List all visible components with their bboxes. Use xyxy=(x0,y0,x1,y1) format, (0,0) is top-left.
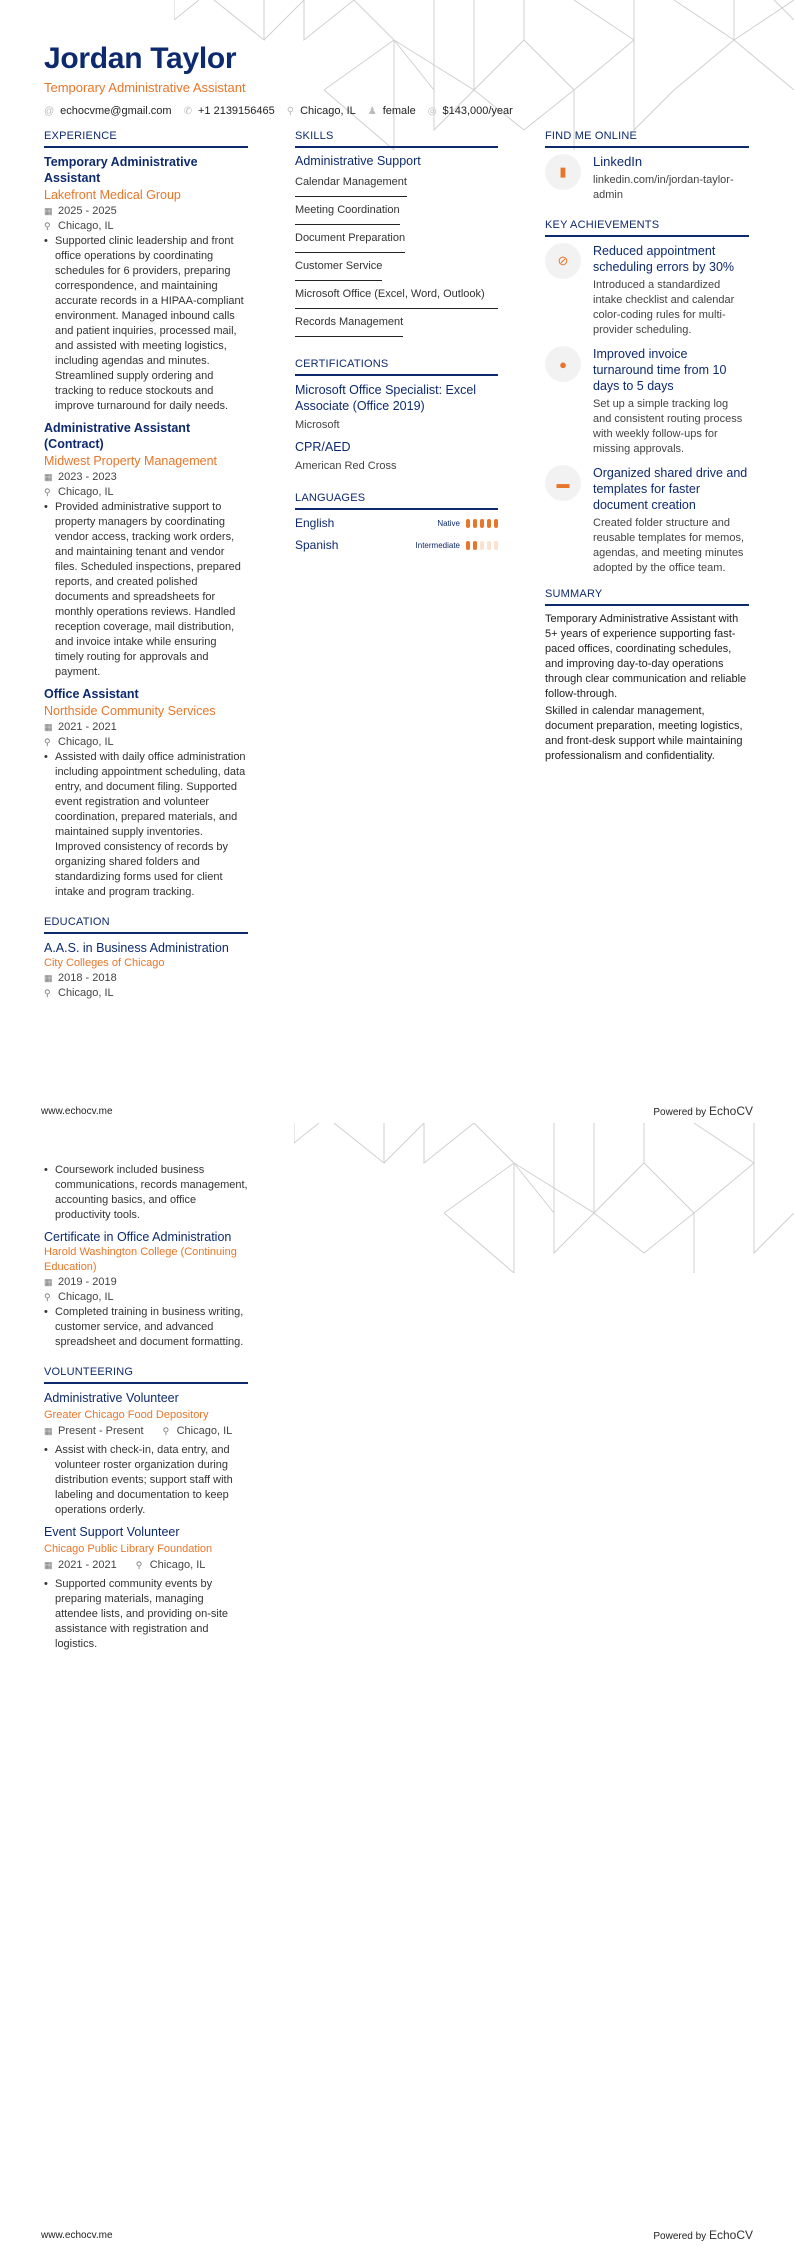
link-label: LinkedIn xyxy=(593,154,643,169)
experience-entry xyxy=(44,686,248,900)
location-icon: ⚲ xyxy=(44,487,51,497)
calendar-icon: ▦ xyxy=(44,472,53,482)
chat-icon: ● xyxy=(545,346,581,382)
location-icon: ⚲ xyxy=(286,105,295,117)
dates-text: 2021 - 2021 xyxy=(58,721,117,733)
dates-text: 2021 - 2021 xyxy=(58,1559,117,1571)
achievement-desc: Set up a simple tracking log and consistent routing process with weekly follow-ups for missing approvals. xyxy=(593,398,743,455)
location-icon: ⚲ xyxy=(44,737,51,747)
skill-item: Customer Service xyxy=(295,256,382,281)
edu-location xyxy=(44,986,248,1001)
geometric-pattern xyxy=(294,1123,794,1273)
achievement-title: Reduced appointment scheduling errors by 30% xyxy=(593,244,735,274)
language-level: Intermediate xyxy=(415,540,460,550)
location-icon: ⚲ xyxy=(135,1560,143,1570)
location-text: Chicago, IL xyxy=(149,1559,206,1571)
education-entry xyxy=(44,940,248,1001)
achievement-item xyxy=(545,465,749,576)
page2-left-column xyxy=(44,1163,248,1658)
cert-name: Microsoft Office Specialist: Excel Associate (Office 2019) xyxy=(295,383,477,413)
achievement-item xyxy=(545,243,749,338)
location-icon: ⚲ xyxy=(162,1426,170,1436)
volunteer-org: Chicago Public Library Foundation xyxy=(44,1543,213,1555)
location-icon: ⚲ xyxy=(44,988,51,998)
achievement-desc: Introduced a standardized intake checklist and calendar color-coding rules for multi-provider scheduling. xyxy=(593,279,735,336)
location-text: Chicago, IL xyxy=(58,736,114,748)
language-row xyxy=(295,538,498,552)
certifications-title: CERTIFICATIONS xyxy=(295,358,498,376)
degree-name: A.A.S. in Business Administration xyxy=(44,941,229,955)
language-name: Spanish xyxy=(295,538,339,552)
contact-email[interactable] xyxy=(44,105,172,117)
volunteer-role: Event Support Volunteer xyxy=(44,1525,180,1539)
volunteer-org: Greater Chicago Food Depository xyxy=(44,1409,209,1421)
calendar-icon: ▦ xyxy=(44,206,53,216)
experience-entry xyxy=(44,420,248,680)
location-icon: ⚲ xyxy=(44,221,51,231)
volunteer-entry xyxy=(44,1524,248,1652)
job-location xyxy=(44,485,248,500)
powered-by-label: Powered by xyxy=(653,2231,707,2242)
page-footer xyxy=(41,2228,753,2242)
experience-entry xyxy=(44,154,248,414)
money-icon: ◎ xyxy=(427,105,437,117)
at-icon: @ xyxy=(44,105,55,117)
school-name: City Colleges of Chicago xyxy=(44,957,165,969)
volunteer-description: • Assist with check-in, data entry, and volunteer roster organization during distribution events; support staff with labeling and documentation to keep operations orderly. xyxy=(44,1443,248,1518)
skill-item: Records Management xyxy=(295,312,403,337)
salary-text: $143,000/year xyxy=(442,105,513,117)
achievement-title: Organized shared drive and templates for faster document creation xyxy=(593,466,748,512)
footer-website[interactable]: www.echocv.me xyxy=(41,1105,113,1117)
footer-website[interactable]: www.echocv.me xyxy=(41,2229,113,2241)
achievement-item xyxy=(545,346,749,457)
contact-list xyxy=(44,105,513,117)
cert-issuer: Microsoft xyxy=(295,419,340,431)
candidate-title: Temporary Administrative Assistant xyxy=(44,80,246,95)
language-rating xyxy=(466,519,498,528)
job-location xyxy=(44,219,248,234)
job-dates xyxy=(44,470,248,485)
cert-issuer: American Red Cross xyxy=(295,460,397,472)
experience-title: EXPERIENCE xyxy=(44,130,248,148)
edu-dates xyxy=(44,1275,248,1290)
job-role: Administrative Assistant (Contract) xyxy=(44,421,191,451)
powered-by-label: Powered by xyxy=(653,1107,707,1118)
skill-item: Microsoft Office (Excel, Word, Outlook) xyxy=(295,284,498,309)
skill-item: Meeting Coordination xyxy=(295,200,400,225)
linkedin-icon: ▮ xyxy=(545,154,581,190)
location-text: Chicago, IL xyxy=(58,220,114,232)
dates-text: 2025 - 2025 xyxy=(58,205,117,217)
summary-title: SUMMARY xyxy=(545,588,749,606)
dates-text: Present - Present xyxy=(58,1425,144,1437)
volunteer-meta xyxy=(44,1558,248,1573)
volunteer-entry xyxy=(44,1390,248,1518)
edu-location xyxy=(44,1290,248,1305)
achievement-title: Improved invoice turnaround time from 10 days to 5 days xyxy=(593,347,727,393)
skill-item: Document Preparation xyxy=(295,228,405,253)
gender-text: female xyxy=(382,105,416,117)
dates-text: 2018 - 2018 xyxy=(58,972,117,984)
location-text: Chicago, IL xyxy=(176,1425,233,1437)
contact-location xyxy=(287,105,356,117)
edu-description: • Coursework included business communications, records management, accounting basics, and office productivity tools. xyxy=(44,1163,248,1223)
education-entry xyxy=(44,1229,248,1350)
contact-phone[interactable] xyxy=(184,105,275,117)
summary-paragraph: Skilled in calendar management, document preparation, meeting logistics, and front-desk support while maintaining professionalism and confidentiality. xyxy=(545,705,743,762)
bookmark-slash-icon: ⊘ xyxy=(545,243,581,279)
location-text: Chicago, IL xyxy=(58,987,114,999)
link-url[interactable]: linkedin.com/in/jordan-taylor-admin xyxy=(593,174,734,201)
phone-text: +1 2139156465 xyxy=(197,105,275,117)
phone-icon: ✆ xyxy=(183,105,192,117)
dates-text: 2019 - 2019 xyxy=(58,1276,117,1288)
calendar-icon: ▦ xyxy=(44,1426,53,1436)
job-description: • Assisted with daily office administration including appointment scheduling, data entry, and document filing. Supported event registration and volunteer coordination, prepared materials, and maintained supply inventories. Improved consistency of records by organizing shared folders and standardizing forms used for client intake and program tracking. xyxy=(44,750,248,900)
edu-description: • Completed training in business writing, customer service, and advanced spreadsheet and document formatting. xyxy=(44,1305,248,1350)
skills-title: SKILLS xyxy=(295,130,498,148)
volunteer-description: • Supported community events by preparing materials, managing attendee lists, and providing on-site assistance with registration and logistics. xyxy=(44,1577,248,1652)
location-text: Chicago, IL xyxy=(58,1291,114,1303)
edu-dates xyxy=(44,971,248,986)
job-company: Midwest Property Management xyxy=(44,454,217,468)
job-dates xyxy=(44,204,248,219)
skill-item: Calendar Management xyxy=(295,172,407,197)
language-row xyxy=(295,516,498,530)
location-icon: ⚲ xyxy=(44,1292,51,1302)
job-role: Temporary Administrative Assistant xyxy=(44,155,198,185)
brand-name[interactable]: EchoCV xyxy=(708,1104,753,1118)
school-name: Harold Washington College (Continuing Education) xyxy=(44,1246,237,1273)
online-title: FIND ME ONLINE xyxy=(545,130,749,148)
calendar-icon: ▦ xyxy=(44,1277,53,1287)
candidate-name: Jordan Taylor xyxy=(44,42,237,75)
job-dates xyxy=(44,720,248,735)
summary-paragraph: Temporary Administrative Assistant with 5+ years of experience supporting fast-paced offices, coordinating schedules, and improving day-to-day operations through clear communication and reliable follow-through. xyxy=(545,613,747,700)
job-company: Northside Community Services xyxy=(44,704,216,718)
left-column xyxy=(44,130,248,1003)
briefcase-icon: ▬ xyxy=(545,465,581,501)
job-company: Lakefront Medical Group xyxy=(44,188,181,202)
middle-column xyxy=(295,130,498,560)
achievement-desc: Created folder structure and reusable templates for memos, agendas, and meeting minutes adopted by the office team. xyxy=(593,517,745,574)
skill-group-title: Administrative Support xyxy=(295,154,421,168)
job-description: • Supported clinic leadership and front office operations by coordinating schedules for 6 providers, preparing correspondence, and maintaining accurate records in a HIPAA-compliant environment. Managed inbound calls and patient inquiries, processed mail, and assisted with meeting logistics, including agendas and minutes. Streamlined supply ordering and tracking to reduce stockouts and improve turnaround for daily needs. xyxy=(44,234,248,414)
contact-gender xyxy=(368,105,416,117)
job-location xyxy=(44,735,248,750)
calendar-icon: ▦ xyxy=(44,973,53,983)
calendar-icon: ▦ xyxy=(44,722,53,732)
language-name: English xyxy=(295,516,335,530)
language-rating xyxy=(466,541,498,550)
language-level: Native xyxy=(437,518,460,528)
dates-text: 2023 - 2023 xyxy=(58,471,117,483)
resume-header xyxy=(44,42,513,117)
education-title: EDUCATION xyxy=(44,916,248,934)
volunteer-meta xyxy=(44,1424,248,1439)
page-footer xyxy=(41,1104,753,1118)
email-text: echocvme@gmail.com xyxy=(60,105,172,117)
location-text: Chicago, IL xyxy=(300,105,356,117)
user-icon: ♟ xyxy=(367,105,377,117)
job-role: Office Assistant xyxy=(44,687,139,701)
right-column xyxy=(545,130,749,766)
job-description: • Provided administrative support to property managers by coordinating vendor access, tracking work orders, and maintaining tenant and vendor files. Scheduled inspections, prepared reports, and created polished documents and spreadsheets for monthly operations reviews. Handled reception coverage, mail distribution, and invoice intake while ensuring timely routing for approvals and payment. xyxy=(44,500,248,680)
contact-salary xyxy=(428,105,513,117)
volunteer-role: Administrative Volunteer xyxy=(44,1391,179,1405)
calendar-icon: ▦ xyxy=(44,1560,53,1570)
achievements-title: KEY ACHIEVEMENTS xyxy=(545,219,749,237)
summary-body xyxy=(545,612,749,764)
online-link[interactable] xyxy=(545,154,749,203)
brand-name[interactable]: EchoCV xyxy=(708,2228,753,2242)
cert-name: CPR/AED xyxy=(295,440,351,454)
volunteering-title: VOLUNTEERING xyxy=(44,1366,248,1384)
location-text: Chicago, IL xyxy=(58,486,114,498)
degree-name: Certificate in Office Administration xyxy=(44,1230,232,1244)
languages-title: LANGUAGES xyxy=(295,492,498,510)
skills-list xyxy=(295,172,498,340)
